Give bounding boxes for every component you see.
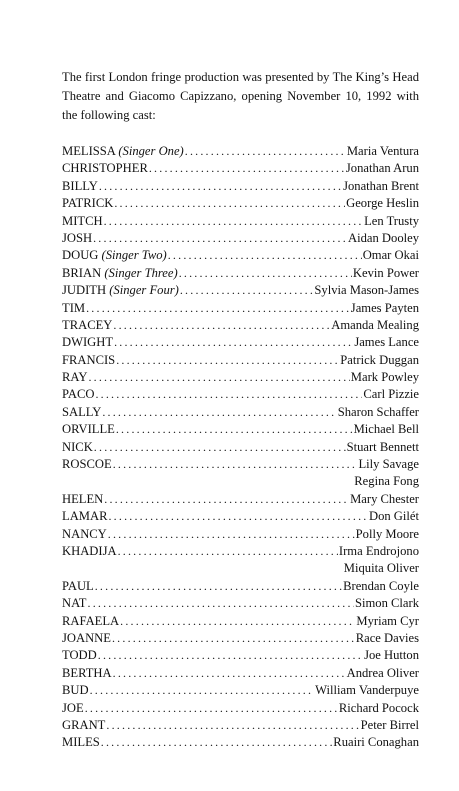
cast-row: [62, 300, 419, 317]
intro-paragraph: The first London fringe production was presented by The King’s Head Theatre and Giacomo Capizzano, opening November 10, 1992 with the following cast:: [62, 70, 419, 122]
dot-leader: [93, 230, 347, 247]
role-label: GRANT: [62, 717, 106, 732]
role-name: [62, 421, 115, 438]
cast-row: [62, 282, 419, 299]
role-name: [62, 613, 119, 630]
cast-row: [62, 334, 419, 351]
actor-name: Sylvia Mason-James: [314, 283, 419, 298]
role-name: [62, 230, 92, 247]
actor-name: Ruairi Conaghan: [333, 735, 419, 750]
dot-leader: [101, 734, 333, 751]
dot-leader: [116, 421, 353, 438]
actor-name: Amanda Mealing: [331, 317, 419, 332]
dot-leader: [179, 265, 352, 282]
actor-name: Peter Birrel: [360, 717, 419, 732]
actor-name: Carl Pizzie: [363, 387, 419, 402]
role-name: [62, 647, 97, 664]
role-label: DOUG: [62, 248, 99, 263]
dot-leader: [94, 439, 346, 456]
role-name: [62, 386, 94, 403]
role-name: [62, 160, 148, 177]
dot-leader: [88, 595, 354, 612]
actor-name: Lily Savage: [358, 457, 419, 472]
role-name: [62, 700, 84, 717]
dot-leader: [95, 578, 342, 595]
cast-row: [62, 717, 419, 734]
dot-leader: [120, 613, 355, 630]
role-name: [62, 508, 107, 525]
dot-leader: [90, 682, 315, 699]
actor-name: Don Gilét: [368, 509, 419, 524]
dot-leader: [95, 386, 362, 403]
dot-leader: [86, 300, 350, 317]
role-name: [62, 404, 101, 421]
actor-name: George Heslin: [346, 196, 419, 211]
singer-note: (Singer Four): [109, 283, 179, 298]
role-label: BILLY: [62, 178, 98, 193]
dot-leader: [149, 160, 345, 177]
cast-row: [62, 195, 419, 212]
cast-row: [62, 160, 419, 177]
role-label: RAFAELA: [62, 613, 120, 628]
cast-row: [62, 265, 419, 282]
dot-leader: [104, 491, 349, 508]
role-label: NANCY: [62, 526, 107, 541]
actor-name: Sharon Schaffer: [337, 404, 419, 419]
role-label: JOE: [62, 700, 84, 715]
role-name: [62, 734, 100, 751]
role-label: ROSCOE: [62, 457, 112, 472]
dot-leader: [104, 213, 363, 230]
role-name: [62, 143, 184, 160]
dot-leader: [113, 665, 346, 682]
role-name: [62, 682, 89, 699]
cast-row: [62, 352, 419, 369]
role-label: SALLY: [62, 404, 102, 419]
role-label: NAT: [62, 596, 87, 611]
actor-name: Richard Pocock: [338, 700, 419, 715]
dot-leader: [102, 404, 336, 421]
dot-leader: [108, 526, 355, 543]
actor-name: Michael Bell: [353, 422, 419, 437]
cast-row: [62, 456, 419, 473]
actor-name: Patrick Duggan: [340, 352, 419, 367]
actor-name: Race Davies: [355, 630, 419, 645]
cast-row: [62, 473, 419, 490]
role-label: NICK: [62, 439, 93, 454]
actor-name: Irma Endrojono: [338, 543, 419, 558]
actor-name: Myriam Cyr: [356, 613, 419, 628]
cast-row: [62, 595, 419, 612]
role-name: [62, 717, 105, 734]
role-label: KHADIJA: [62, 543, 117, 558]
role-name: [62, 526, 107, 543]
role-label: CHRISTOPHER: [62, 161, 148, 176]
actor-name: Brendan Coyle: [343, 578, 419, 593]
dot-leader: [113, 317, 330, 334]
dot-leader: [108, 508, 367, 525]
role-name: [62, 265, 178, 282]
cast-row: [62, 647, 419, 664]
role-label: JUDITH: [62, 283, 107, 298]
cast-list: [62, 143, 419, 752]
actor-name: Maria Ventura: [346, 144, 419, 158]
dot-leader: [113, 456, 358, 473]
actor-name: Omar Okai: [362, 248, 419, 263]
actor-name: Kevin Power: [352, 265, 419, 280]
cast-row: [62, 526, 419, 543]
role-label: TODD: [62, 648, 97, 663]
role-label: MITCH: [62, 213, 103, 228]
cast-row: [62, 247, 419, 264]
role-label: PAUL: [62, 578, 94, 593]
role-name: [62, 543, 117, 560]
dot-leader: [118, 543, 338, 560]
actor-name: Aidan Dooley: [348, 230, 419, 245]
role-name: [62, 213, 103, 230]
role-label: ORVILLE: [62, 422, 115, 437]
cast-row: [62, 543, 419, 560]
role-label: FRANCIS: [62, 352, 116, 367]
role-label: JOANNE: [62, 630, 111, 645]
role-label: PACO: [62, 387, 95, 402]
actor-name: Mary Chester: [350, 491, 419, 506]
cast-row: [62, 213, 419, 230]
role-name: [62, 439, 93, 456]
cast-row: [62, 369, 419, 386]
role-name: [62, 317, 112, 334]
actor-name: James Lance: [354, 335, 419, 350]
cast-row: [62, 439, 419, 456]
cast-row: [62, 682, 419, 699]
actor-name: Simon Clark: [354, 596, 419, 611]
cast-row: [62, 230, 419, 247]
cast-row: [62, 386, 419, 403]
actor-name: Stuart Bennett: [346, 439, 419, 454]
actor-name: James Payten: [350, 300, 419, 315]
actor-name: Len Trusty: [364, 213, 419, 228]
dot-leader: [98, 647, 363, 664]
cast-row: [62, 560, 419, 577]
role-label: DWIGHT: [62, 335, 114, 350]
role-name: [62, 247, 167, 264]
actor-name: Joe Hutton: [364, 648, 419, 663]
actor-name: Jonathan Brent: [343, 178, 419, 193]
dot-leader: [116, 352, 339, 369]
cast-row: [62, 491, 419, 508]
actor-name: Polly Moore: [355, 526, 419, 541]
actor-name: Andrea Oliver: [346, 665, 419, 680]
role-name: [62, 352, 115, 369]
role-label: MELISSA: [62, 144, 116, 158]
dot-leader: [114, 334, 353, 351]
dot-leader: [112, 630, 355, 647]
cast-row: [62, 665, 419, 682]
cast-row: [62, 421, 419, 438]
role-name: [62, 491, 103, 508]
role-label: PATRICK: [62, 196, 114, 211]
dot-leader: [180, 282, 314, 299]
cast-row: [62, 404, 419, 421]
actor-name: Miquita Oliver: [343, 561, 419, 576]
role-name: [62, 195, 113, 212]
role-name: [62, 665, 112, 682]
cast-row: [62, 734, 419, 751]
dot-leader: [88, 369, 349, 386]
actor-name: Jonathan Arun: [345, 161, 419, 176]
actor-name: William Vanderpuye: [315, 683, 419, 698]
role-name: [62, 178, 98, 195]
cast-row: [62, 700, 419, 717]
cast-row: [62, 143, 419, 160]
dot-leader: [106, 717, 359, 734]
role-name: [62, 456, 112, 473]
dot-leader: [99, 178, 342, 195]
singer-note: (Singer Three): [104, 265, 178, 280]
dot-leader: [114, 195, 345, 212]
dot-leader: [168, 247, 362, 264]
dot-leader: [85, 700, 338, 717]
cast-row: [62, 613, 419, 630]
role-label: RAY: [62, 370, 88, 385]
role-name: [62, 300, 85, 317]
cast-row: [62, 508, 419, 525]
role-label: BERTHA: [62, 665, 112, 680]
cast-row: [62, 178, 419, 195]
role-label: LAMAR: [62, 509, 108, 524]
role-label: JOSH: [62, 230, 93, 245]
role-name: [62, 282, 179, 299]
role-name: [62, 630, 111, 647]
cast-row: [62, 578, 419, 595]
cast-row: [62, 317, 419, 334]
role-label: TRACEY: [62, 317, 113, 332]
role-label: MILES: [62, 735, 100, 750]
singer-note: (Singer Two): [101, 248, 167, 263]
cast-row: [62, 630, 419, 647]
cast-page: [62, 68, 419, 752]
role-name: [62, 595, 87, 612]
role-label: BRIAN: [62, 265, 102, 280]
role-name: [62, 334, 113, 351]
role-name: [62, 369, 87, 386]
actor-name: Mark Powley: [350, 370, 419, 385]
actor-name: Regina Fong: [354, 474, 419, 489]
role-label: BUD: [62, 683, 89, 698]
dot-leader: [185, 143, 346, 160]
role-label: HELEN: [62, 491, 104, 506]
role-label: TIM: [62, 300, 86, 315]
role-name: [62, 578, 94, 595]
singer-note: (Singer One): [118, 144, 184, 158]
